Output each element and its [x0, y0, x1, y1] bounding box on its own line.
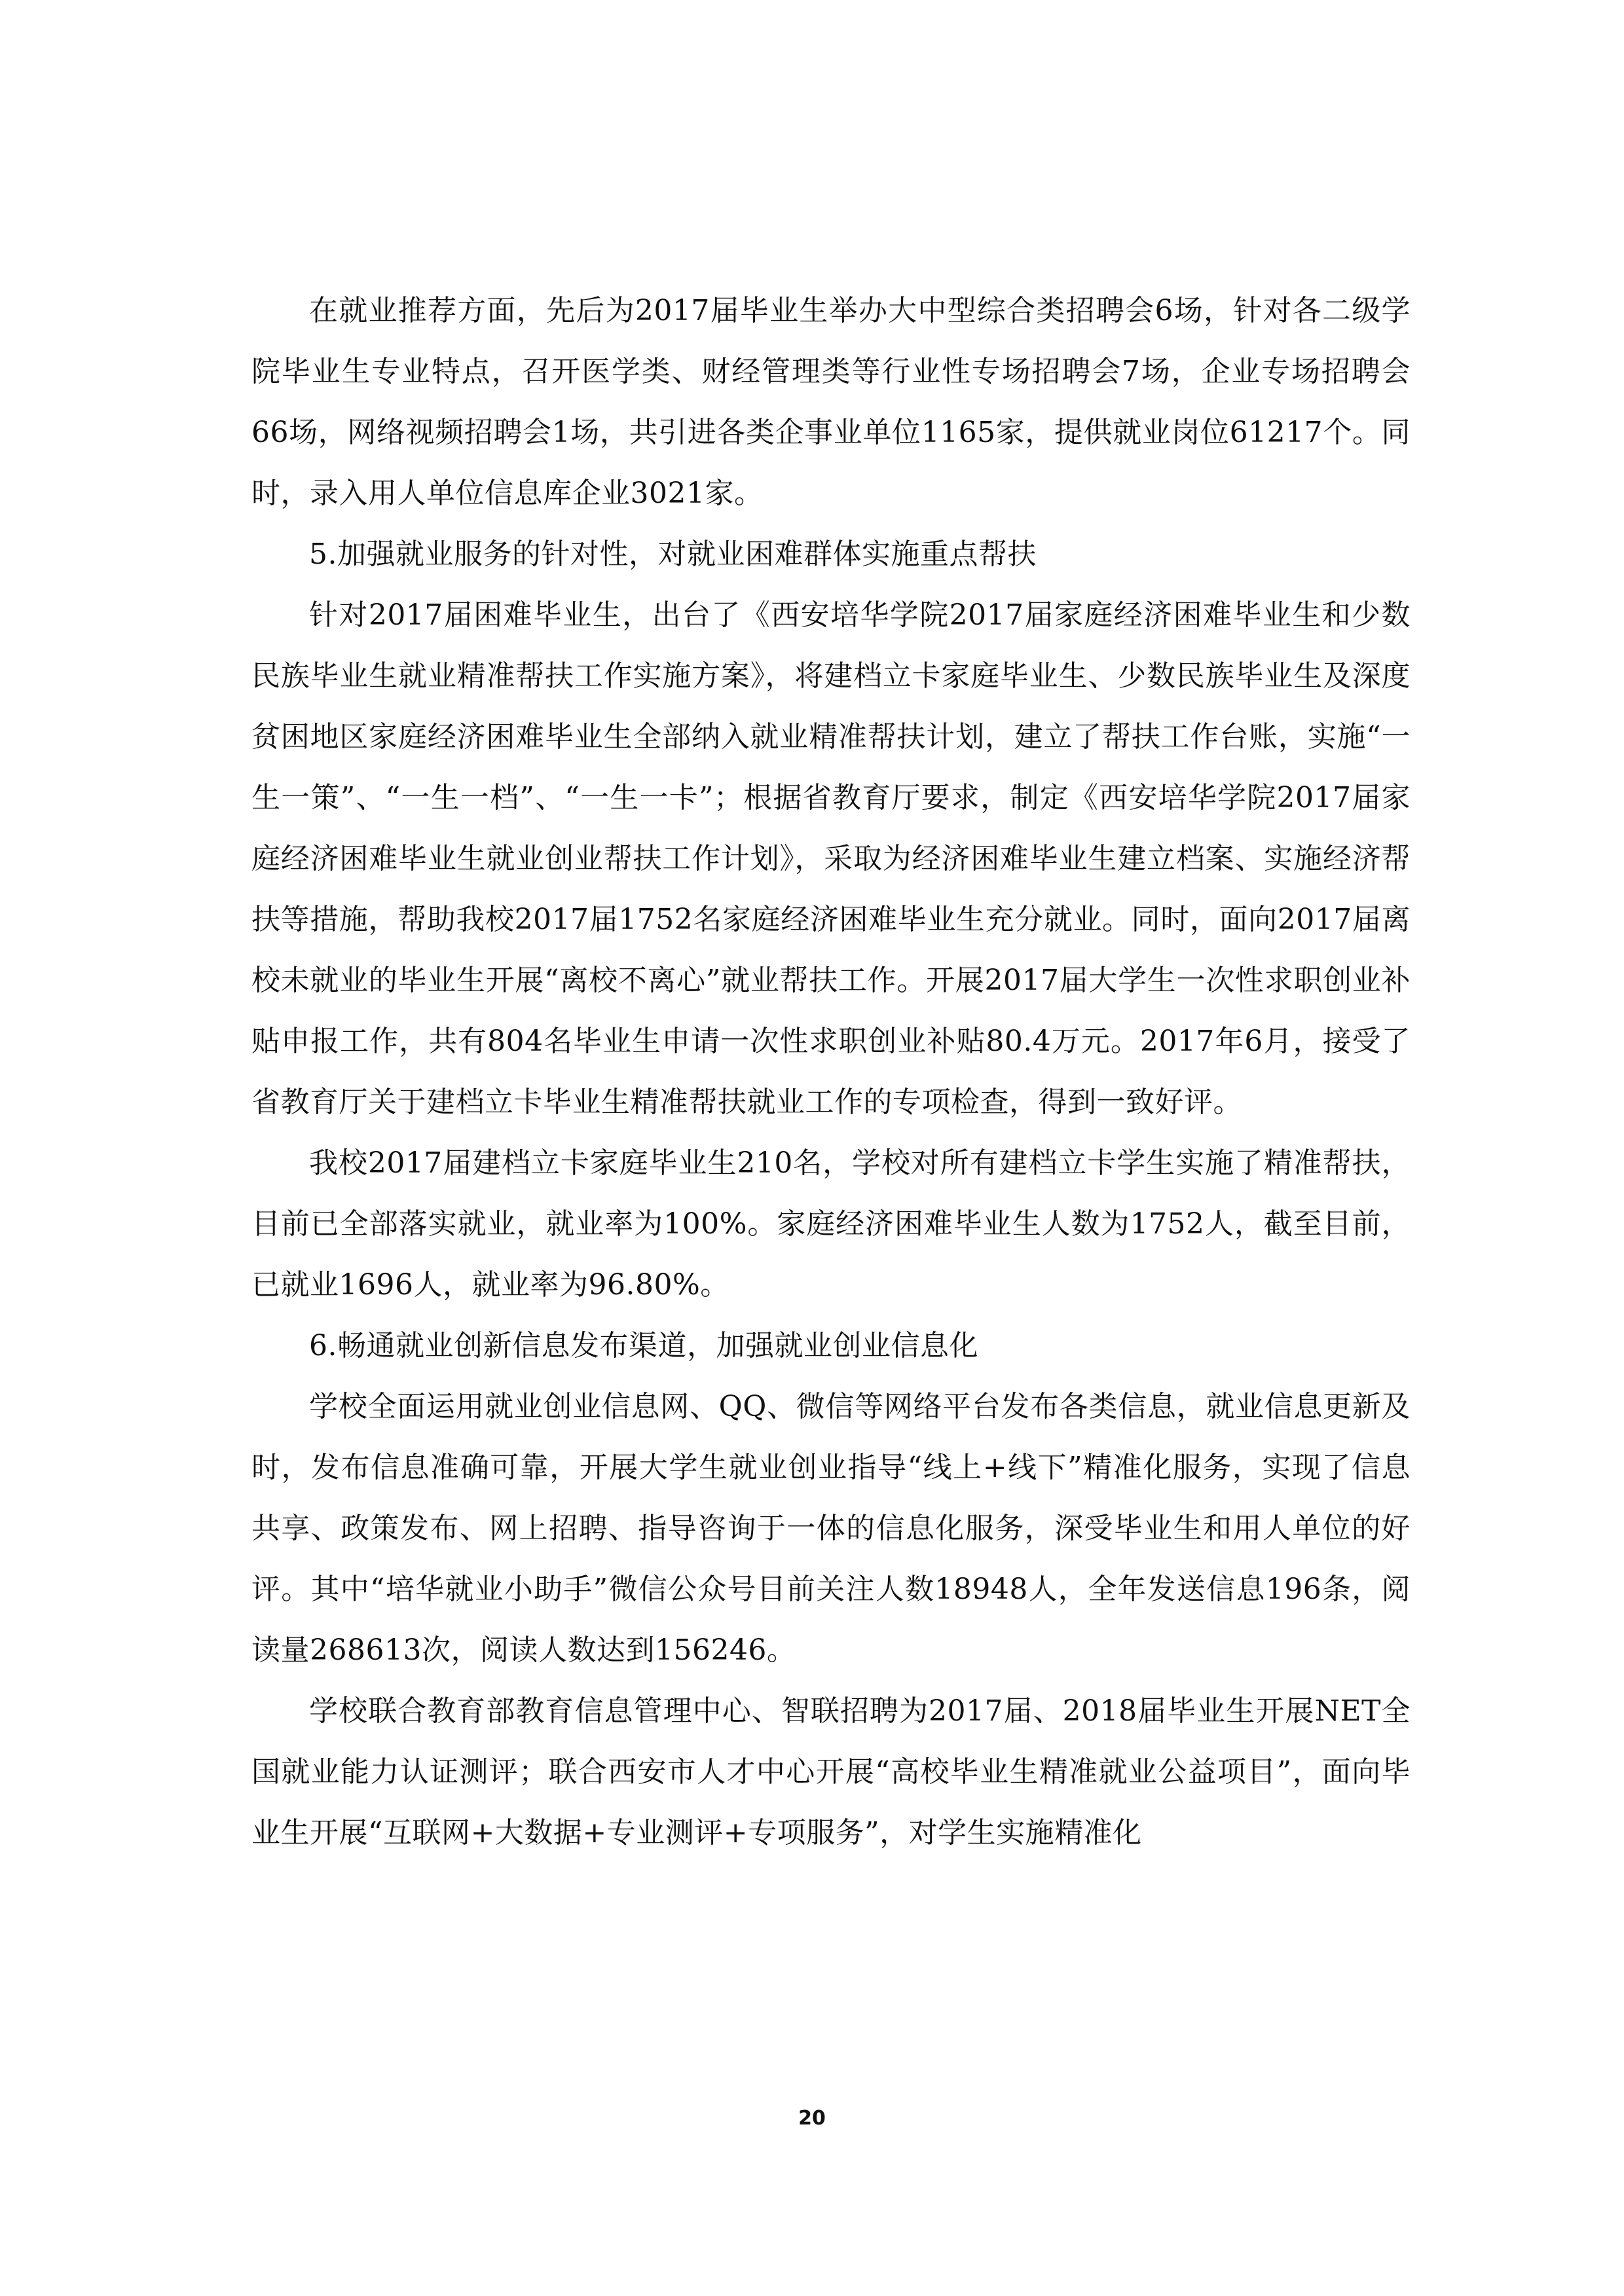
paragraph-net-assessment: 学校联合教育部教育信息管理中心、智联招聘为2017届、2018届毕业生开展NET全国就业能力认证测评；联合西安市人才中心开展“高校毕业生精准就业公益项目”，面向毕业生开展“互联网+大数据+专业测评+专项服务”，对学生实施精准化: [251, 1694, 1411, 1850]
page-number: 20: [798, 2107, 826, 2130]
paragraph-employment-recommendation: 在就业推荐方面，先后为2017届毕业生举办大中型综合类招聘会6场，针对各二级学院毕业生专业特点，召开医学类、财经管理类等行业性专场招聘会7场，企业专场招聘会66场，网络视频招聘会1场，共引进各类企事业单位1165家，提供就业岗位61217个。同时，录入用人单位信息库企业3021家。: [251, 294, 1411, 510]
paragraph-targeted-assistance: 针对2017届困难毕业生，出台了《西安培华学院2017届家庭经济困难毕业生和少数民族毕业生就业精准帮扶工作实施方案》，将建档立卡家庭毕业生、少数民族毕业生及深度贫困地区家庭经济困难毕业生全部纳入就业精准帮扶计划，建立了帮扶工作台账，实施“一生一策”、“一生一档”、“一生一卡”；根据省教育厅要求，制定《西安培华学院2017届家庭经济困难毕业生就业创业帮扶工作计划》，采取为经济困难毕业生建立档案、实施经济帮扶等措施，帮助我校2017届1752名家庭经济困难毕业生充分就业。同时，面向2017届离校未就业的毕业生开展“离校不离心”就业帮扶工作。开展2017届大学生一次性求职创业补贴申报工作，共有804名毕业生申请一次性求职创业补贴80.4万元。2017年6月，接受了省教育厅关于建档立卡毕业生精准帮扶就业工作的专项检查，得到一致好评。: [251, 598, 1411, 1119]
section-heading-5: 5.加强就业服务的针对性，对就业困难群体实施重点帮扶: [309, 538, 1037, 571]
paragraph-registered-families: 我校2017届建档立卡家庭毕业生210名，学校对所有建档立卡学生实施了精准帮扶，目前已全部落实就业，就业率为100%。家庭经济困难毕业生人数为1752人，截至目前，已就业1696人，就业率为96.80%。: [251, 1146, 1411, 1302]
paragraph-information-platforms: 学校全面运用就业创业信息网、QQ、微信等网络平台发布各类信息，就业信息更新及时，发布信息准确可靠，开展大学生就业创业指导“线上+线下”精准化服务，实现了信息共享、政策发布、网上招聘、指导咨询于一体的信息化服务，深受毕业生和用人单位的好评。其中“培华就业小助手”微信公众号目前关注人数18948人，全年发送信息196条，阅读量268613次，阅读人数达到156246。: [251, 1390, 1411, 1667]
body-text: [251, 280, 1411, 1863]
section-heading-6: 6.畅通就业创新信息发布渠道，加强就业创业信息化: [309, 1329, 978, 1362]
